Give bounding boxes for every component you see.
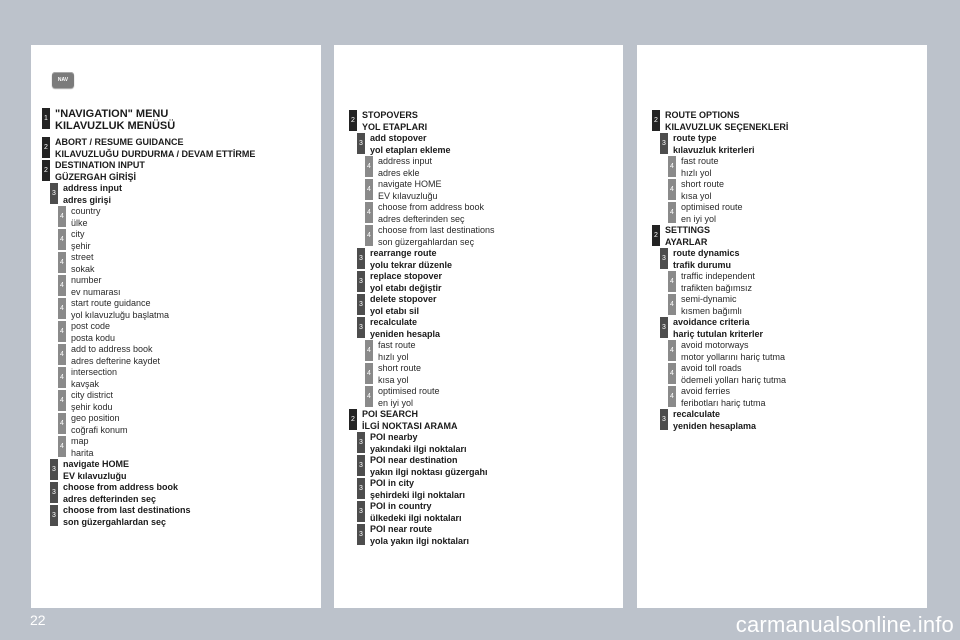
menu-item-level-4: [58, 252, 255, 275]
menu-item-text: [665, 225, 710, 248]
item-english: fast route: [378, 340, 416, 350]
level-badge: 4: [58, 390, 66, 411]
item-english: POI in country: [370, 501, 432, 511]
item-english: recalculate: [673, 409, 721, 419]
level-badge: 4: [668, 363, 676, 384]
item-english: POI nearby: [370, 432, 418, 442]
item-english: STOPOVERS: [362, 110, 418, 120]
level-badge: 3: [50, 482, 58, 503]
menu-item-level-3: [357, 478, 495, 501]
menu-item-level-3: [357, 524, 495, 547]
item-turkish: adres defterine kaydet: [71, 355, 161, 366]
menu-item-level-2: [652, 110, 788, 133]
menu-item-text: [71, 390, 113, 413]
item-english: avoid ferries: [681, 386, 731, 396]
item-english: short route: [681, 179, 725, 189]
menu-item-text: [370, 294, 437, 317]
level-badge: 4: [58, 321, 66, 342]
watermark: carmanualsonline.info: [735, 612, 954, 637]
item-turkish: KILAVUZLUK SEÇENEKLERİ: [665, 121, 789, 132]
item-english: city: [71, 229, 85, 239]
item-turkish: ödemeli yolları hariç tutma: [681, 374, 787, 385]
item-english: traffic independent: [681, 271, 755, 281]
item-english: SETTINGS: [665, 225, 711, 235]
menu-item-text: [673, 317, 763, 340]
item-turkish: yol kılavuzluğu başlatma: [71, 309, 170, 320]
menu-item-text: [370, 501, 462, 524]
menu-item-level-4: [668, 294, 788, 317]
item-english: add stopover: [370, 133, 427, 143]
item-turkish: ev numarası: [71, 286, 121, 297]
item-turkish: yol etabı değiştir: [370, 282, 442, 293]
menu-item-text: [55, 108, 175, 132]
item-turkish: yeniden hesaplama: [673, 420, 757, 431]
level-badge: 3: [660, 133, 668, 154]
level-badge: 4: [365, 179, 373, 200]
menu-item-text: [681, 156, 719, 179]
menu-item-level-4: [668, 271, 788, 294]
level-badge: 3: [50, 505, 58, 526]
menu-item-text: [63, 459, 129, 482]
item-english: start route guidance: [71, 298, 151, 308]
item-english: route type: [673, 133, 717, 143]
item-english: choose from last destinations: [63, 505, 191, 515]
level-badge: 2: [42, 160, 50, 181]
menu-item-level-2: [652, 225, 788, 248]
item-turkish: kısa yol: [378, 374, 409, 385]
item-english: delete stopover: [370, 294, 437, 304]
item-english: route dynamics: [673, 248, 740, 258]
level-badge: 4: [365, 340, 373, 361]
level-badge: 3: [50, 183, 58, 204]
item-turkish: posta kodu: [71, 332, 116, 343]
item-english: ABORT / RESUME GUIDANCE: [55, 137, 184, 147]
menu-item-text: [681, 294, 742, 317]
level-badge: 4: [668, 340, 676, 361]
level-badge: 4: [58, 367, 66, 388]
item-english: "NAVIGATION" MENU: [55, 108, 169, 120]
menu-item-level-3: [357, 317, 495, 340]
item-turkish: trafik durumu: [673, 259, 732, 270]
level-badge: 3: [660, 409, 668, 430]
item-english: recalculate: [370, 317, 418, 327]
level-badge: 4: [58, 344, 66, 365]
item-turkish: hariç tutulan kriterler: [673, 328, 764, 339]
menu-item-level-4: [668, 340, 788, 363]
level-badge: 2: [652, 225, 660, 246]
menu-column-left: [42, 108, 255, 528]
item-turkish: yeniden hesapla: [370, 328, 441, 339]
item-english: POI near destination: [370, 455, 458, 465]
menu-item-text: [362, 110, 427, 133]
menu-item-text: [378, 363, 421, 386]
item-english: number: [71, 275, 102, 285]
menu-item-text: [71, 436, 94, 459]
item-english: choose from address book: [378, 202, 485, 212]
menu-item-text: [370, 317, 440, 340]
menu-item-level-4: [365, 363, 495, 386]
item-turkish: kılavuzluk kriterleri: [673, 144, 755, 155]
menu-item-level-2: [42, 160, 255, 183]
menu-item-level-3: [357, 133, 495, 156]
level-badge: 4: [365, 386, 373, 407]
menu-item-text: [378, 340, 416, 363]
level-badge: 3: [660, 248, 668, 269]
level-badge: 4: [365, 202, 373, 223]
nav-button-icon: [52, 72, 74, 88]
menu-item-text: [378, 202, 484, 225]
item-english: semi-dynamic: [681, 294, 737, 304]
item-english: avoid toll roads: [681, 363, 742, 373]
item-turkish: KILAVUZLUĞU DURDURMA / DEVAM ETTİRME: [55, 148, 256, 159]
menu-item-text: [63, 482, 178, 505]
level-badge: 3: [357, 524, 365, 545]
menu-item-level-4: [365, 340, 495, 363]
menu-item-text: [71, 413, 128, 436]
item-english: intersection: [71, 367, 118, 377]
level-badge: 3: [357, 501, 365, 522]
item-turkish: YOL ETAPLARI: [362, 121, 428, 132]
item-turkish: şehirdeki ilgi noktaları: [370, 489, 466, 500]
menu-item-level-4: [58, 229, 255, 252]
item-english: post code: [71, 321, 111, 331]
menu-item-text: [71, 275, 121, 298]
item-english: POI in city: [370, 478, 415, 488]
level-badge: 3: [357, 294, 365, 315]
menu-item-text: [71, 229, 91, 252]
item-turkish: adres ekle: [378, 167, 420, 178]
item-turkish: ülke: [71, 217, 88, 228]
level-badge: 4: [668, 156, 676, 177]
item-english: optimised route: [681, 202, 743, 212]
level-badge: 4: [58, 436, 66, 457]
menu-column-middle: [349, 110, 495, 547]
menu-item-text: [370, 432, 467, 455]
item-english: avoidance criteria: [673, 317, 750, 327]
menu-item-text: [370, 524, 469, 547]
item-turkish: kısa yol: [681, 190, 712, 201]
item-turkish: adres defterinden seç: [378, 213, 465, 224]
item-turkish: yol etabı sil: [370, 305, 420, 316]
menu-item-level-2: [349, 409, 495, 432]
item-turkish: GÜZERGAH GİRİŞİ: [55, 171, 137, 182]
item-english: choose from address book: [63, 482, 179, 492]
menu-item-level-4: [668, 156, 788, 179]
item-turkish: hızlı yol: [681, 167, 712, 178]
level-badge: 3: [50, 459, 58, 480]
menu-item-text: [362, 409, 458, 432]
level-badge: 4: [668, 294, 676, 315]
menu-item-text: [673, 248, 740, 271]
level-badge: 3: [357, 478, 365, 499]
menu-item-text: [378, 225, 495, 248]
menu-item-level-4: [58, 344, 255, 367]
item-english: replace stopover: [370, 271, 443, 281]
item-english: rearrange route: [370, 248, 437, 258]
level-badge: 4: [668, 386, 676, 407]
item-english: optimised route: [378, 386, 440, 396]
menu-item-level-3: [50, 482, 255, 505]
item-turkish: motor yollarını hariç tutma: [681, 351, 786, 362]
menu-item-level-3: [357, 455, 495, 478]
menu-item-level-3: [357, 294, 495, 317]
item-english: POI near route: [370, 524, 433, 534]
menu-item-level-4: [365, 202, 495, 225]
item-turkish: trafikten bağımsız: [681, 282, 753, 293]
menu-item-text: [71, 252, 95, 275]
level-badge: 4: [668, 271, 676, 292]
item-turkish: hızlı yol: [378, 351, 409, 362]
item-turkish: yakın ilgi noktası güzergahı: [370, 466, 488, 477]
item-english: avoid motorways: [681, 340, 749, 350]
item-turkish: KILAVUZLUK MENÜSÜ: [55, 120, 176, 132]
menu-item-text: [673, 409, 756, 432]
level-badge: 4: [365, 156, 373, 177]
level-badge: 3: [357, 271, 365, 292]
menu-item-text: [63, 505, 191, 528]
level-badge: 4: [668, 179, 676, 200]
item-turkish: adres girişi: [63, 194, 112, 205]
menu-item-text: [378, 179, 442, 202]
page-number: 22: [30, 612, 46, 628]
menu-item-text: [681, 386, 766, 409]
level-badge: 4: [58, 252, 66, 273]
menu-item-text: [71, 344, 160, 367]
item-turkish: adres defterinden seç: [63, 493, 157, 504]
menu-item-level-4: [365, 156, 495, 179]
item-english: address input: [378, 156, 433, 166]
level-badge: 3: [357, 432, 365, 453]
item-turkish: feribotları hariç tutma: [681, 397, 766, 408]
item-english: navigate HOME: [63, 459, 130, 469]
item-english: street: [71, 252, 94, 262]
level-badge: 1: [42, 108, 50, 129]
item-english: country: [71, 206, 101, 216]
item-english: city district: [71, 390, 114, 400]
menu-item-text: [665, 110, 788, 133]
item-turkish: yola yakın ilgi noktaları: [370, 535, 470, 546]
level-badge: 4: [58, 413, 66, 434]
menu-item-level-4: [668, 202, 788, 225]
menu-item-level-4: [668, 179, 788, 202]
menu-item-text: [370, 248, 452, 271]
menu-item-level-4: [58, 206, 255, 229]
item-turkish: İLGİ NOKTASI ARAMA: [362, 420, 458, 431]
level-badge: 2: [652, 110, 660, 131]
item-turkish: EV kılavuzluğu: [63, 470, 127, 481]
menu-item-text: [378, 156, 432, 179]
menu-item-text: [673, 133, 755, 156]
menu-item-level-3: [357, 271, 495, 294]
menu-item-level-2: [349, 110, 495, 133]
menu-item-level-3: [50, 505, 255, 528]
item-english: ROUTE OPTIONS: [665, 110, 740, 120]
menu-item-text: [370, 455, 488, 478]
menu-item-text: [370, 478, 465, 501]
item-turkish: kavşak: [71, 378, 100, 389]
level-badge: 4: [668, 202, 676, 223]
menu-item-level-2: [42, 137, 255, 160]
item-english: address input: [63, 183, 123, 193]
menu-item-text: [370, 133, 451, 156]
item-turkish: ülkedeki ilgi noktaları: [370, 512, 462, 523]
item-turkish: son güzergahlardan seç: [378, 236, 475, 247]
menu-item-text: [370, 271, 442, 294]
level-badge: 4: [365, 225, 373, 246]
menu-item-level-4: [58, 390, 255, 413]
menu-item-level-4: [365, 179, 495, 202]
item-turkish: harita: [71, 447, 94, 458]
menu-item-level-3: [660, 317, 788, 340]
menu-item-text: [681, 363, 786, 386]
menu-item-level-4: [58, 275, 255, 298]
item-english: POI SEARCH: [362, 409, 419, 419]
menu-item-level-4: [58, 436, 255, 459]
item-turkish: şehir kodu: [71, 401, 113, 412]
item-english: choose from last destinations: [378, 225, 495, 235]
item-turkish: kısmen bağımlı: [681, 305, 743, 316]
menu-item-text: [71, 206, 101, 229]
menu-item-text: [55, 137, 255, 160]
menu-item-level-1: [42, 108, 255, 132]
item-turkish: şehir: [71, 240, 91, 251]
menu-item-text: [71, 321, 115, 344]
menu-item-text: [681, 179, 724, 202]
menu-item-level-4: [365, 225, 495, 248]
item-english: DESTINATION INPUT: [55, 160, 145, 170]
level-badge: 2: [42, 137, 50, 158]
level-badge: 4: [58, 275, 66, 296]
item-english: map: [71, 436, 89, 446]
level-badge: 3: [660, 317, 668, 338]
item-turkish: yol etapları ekleme: [370, 144, 451, 155]
level-badge: 2: [349, 110, 357, 131]
menu-item-level-3: [357, 248, 495, 271]
item-turkish: EV kılavuzluğu: [378, 190, 438, 201]
menu-item-text: [681, 202, 743, 225]
item-english: add to address book: [71, 344, 153, 354]
menu-item-text: [681, 271, 755, 294]
level-badge: 4: [365, 363, 373, 384]
menu-item-level-4: [58, 298, 255, 321]
menu-item-level-3: [660, 133, 788, 156]
menu-item-level-4: [58, 321, 255, 344]
item-turkish: yakındaki ilgi noktaları: [370, 443, 467, 454]
menu-item-level-3: [660, 248, 788, 271]
menu-column-right: [652, 110, 788, 432]
menu-item-level-4: [668, 363, 788, 386]
menu-item-level-3: [660, 409, 788, 432]
item-turkish: son güzergahlardan seç: [63, 516, 167, 527]
menu-item-text: [71, 298, 169, 321]
menu-item-level-3: [357, 501, 495, 524]
menu-item-level-4: [58, 413, 255, 436]
menu-item-level-4: [365, 386, 495, 409]
item-english: geo position: [71, 413, 120, 423]
item-english: fast route: [681, 156, 719, 166]
level-badge: 3: [357, 455, 365, 476]
item-english: short route: [378, 363, 422, 373]
level-badge: 4: [58, 206, 66, 227]
menu-item-level-4: [668, 386, 788, 409]
item-turkish: coğrafi konum: [71, 424, 128, 435]
menu-item-text: [63, 183, 122, 206]
item-turkish: yolu tekrar düzenle: [370, 259, 453, 270]
item-english: navigate HOME: [378, 179, 442, 189]
level-badge: 4: [58, 229, 66, 250]
menu-item-level-3: [357, 432, 495, 455]
item-turkish: AYARLAR: [665, 236, 708, 247]
item-turkish: en iyi yol: [378, 397, 414, 408]
menu-item-text: [71, 367, 117, 390]
level-badge: 3: [357, 317, 365, 338]
level-badge: 4: [58, 298, 66, 319]
menu-item-level-3: [50, 459, 255, 482]
menu-item-text: [55, 160, 145, 183]
nav-button-label: NAV: [57, 77, 69, 83]
menu-item-text: [378, 386, 440, 409]
menu-item-text: [681, 340, 785, 363]
menu-item-level-4: [58, 367, 255, 390]
level-badge: 3: [357, 248, 365, 269]
menu-item-level-3: [50, 183, 255, 206]
item-turkish: en iyi yol: [681, 213, 717, 224]
level-badge: 2: [349, 409, 357, 430]
item-turkish: sokak: [71, 263, 95, 274]
level-badge: 3: [357, 133, 365, 154]
